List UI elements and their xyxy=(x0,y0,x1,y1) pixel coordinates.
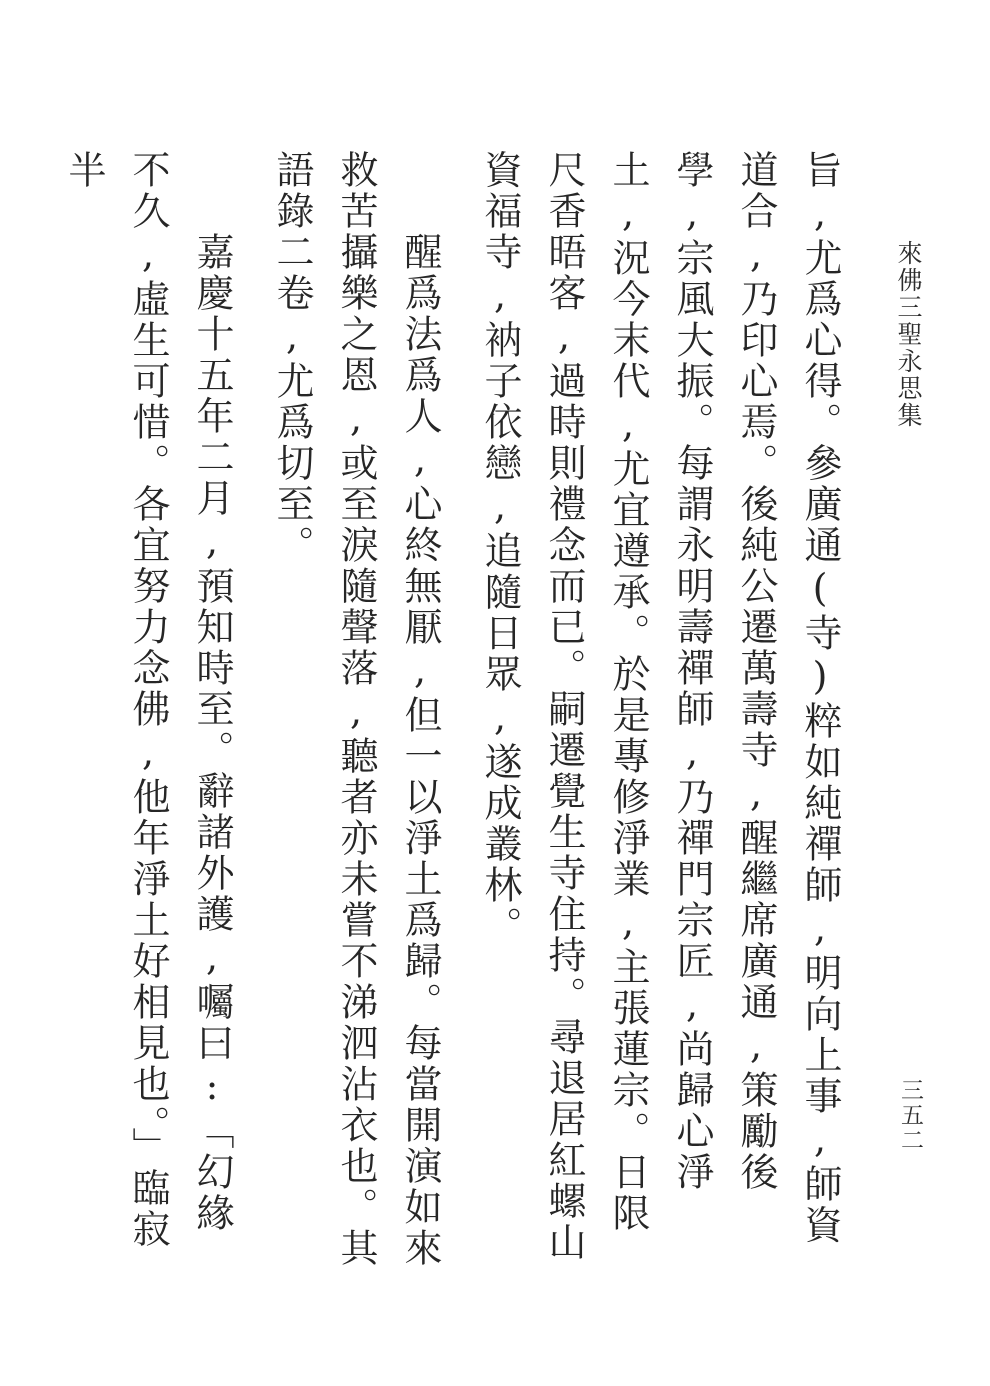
paragraph: 醒爲法爲人,心終無厭,但一以淨土爲歸。每當開演如來救苦攝樂之恩,或至淚隨聲落,聽者亦未嘗不涕泗沾衣也。其語錄二卷,尤爲切至。 xyxy=(270,150,442,1269)
main-text-block xyxy=(36,150,852,1270)
page-number: 三五二 xyxy=(897,1078,923,1153)
paragraph: 嘉慶十五年二月,預知時至。辭諸外護,囑曰:「幻緣不久,虛生可惜。各宜努力念佛,他年淨土好相見也。」臨寂半 xyxy=(62,150,234,1250)
paragraph: 旨,尤爲心得。參廣通(寺)粹如純禪師,明向上事,師資道合,乃印心焉。後純公遷萬壽寺,醒繼席廣通,策勵後學,宗風大振。每謂永明壽禪師,乃禪門宗匠,尚歸心淨土,況今末代,尤宜遵承。於是專修淨業,主張蓮宗。日限尺香晤客,過時則禮念而已。嗣遷覺生寺住持。尋退居紅螺山資福寺,衲子依戀,追隨日眾,遂成叢林。 xyxy=(478,150,842,1263)
running-title: 來佛三聖永思集 xyxy=(894,240,923,429)
